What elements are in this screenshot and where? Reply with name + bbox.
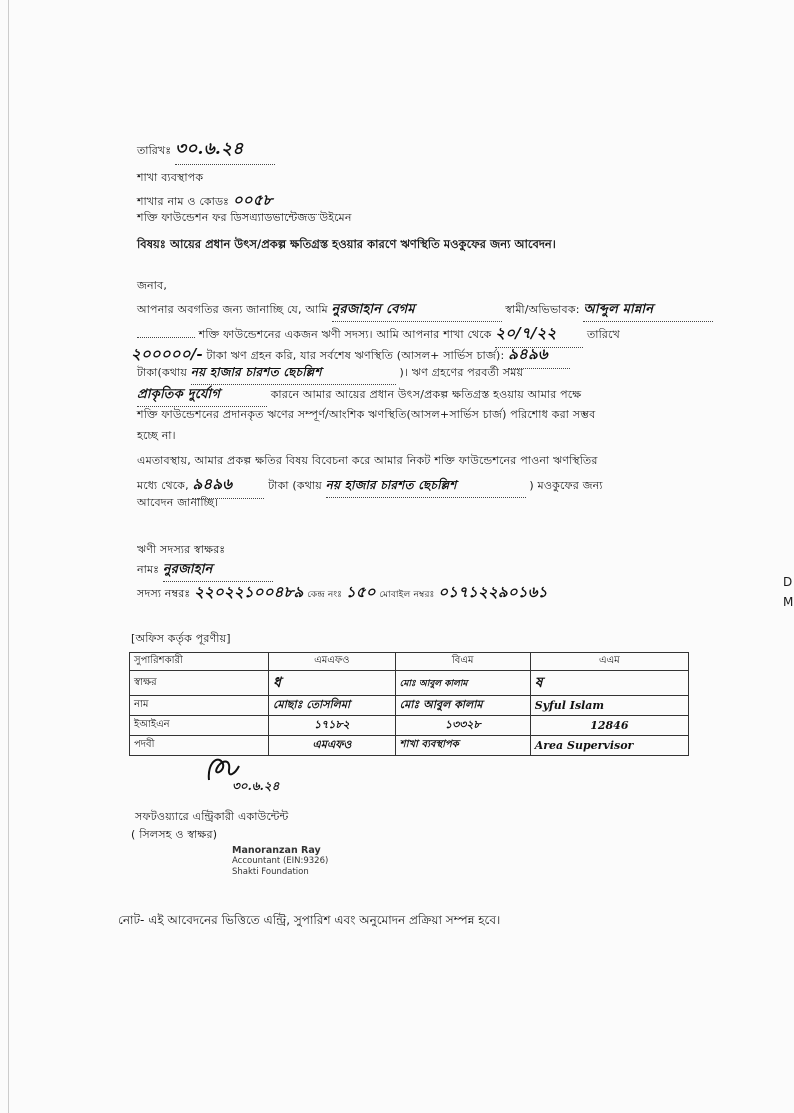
cell-value: ১৭১৮২ [269,716,396,736]
accountant-stamp [232,845,328,878]
mobile-label: মোবাইল নম্বরঃ [379,590,435,600]
row-label: স্বাক্ষর [130,671,269,696]
accountant-title: সফটওয়্যারে এন্ট্রিকারী একাউন্টেন্ট [135,810,289,823]
cell-value: মোছাঃ তোসলিমা [269,696,396,716]
mfo-signature: ধ [269,671,396,696]
edge-letter: M [783,595,794,609]
approval-date: ৩০.৬.২৪ [232,779,280,793]
cell-value: মোঃ আবুল কালাম [395,696,530,716]
guardian-label: স্বামী/অভিভাবক: [505,303,580,316]
balance-words-hw: নয় হাজার চারশত ছেচল্লিশ [191,364,396,385]
org-line: শক্তি ফাউন্ডেশন ফর ডিসএ্যাডভান্টেজড উইমেন [137,211,352,224]
branch-label: শাখার নাম ও কোডঃ [137,195,230,208]
row-label: পদবী [130,736,269,756]
accountant-sub: ( সিলসহ ও স্বাক্ষর) [131,828,218,841]
stamp-name: Manoranzan Ray [232,845,321,856]
table-header-row [130,653,689,671]
table-row [130,696,689,716]
table-header-cell: বিএম [395,653,530,671]
mobile-value: ০১৭১২২৯০১৬১ [438,583,548,601]
note-line: নোট- এই আবেদনের ভিত্তিতে এন্ট্রি, সুপারিশ এবং অনুমোদন প্রক্রিয়া সম্পন্ন হবে। [118,913,501,927]
table-header-cell: এমএফও [269,653,396,671]
para2-line1: এমতাবস্থায়, আমার প্রকল্প ক্ষতির বিষয় বিবেচনা করে আমার নিকট শক্তি ফাউন্ডেশনের পাওনা ঋণস্থিতির [137,454,598,467]
para2-text: মধ্যে থেকে, [137,479,189,492]
cell-value: 12846 [530,716,688,736]
para1-line1 [137,300,713,322]
guardian-hw: আব্দুল মান্নান [583,300,713,322]
member-name-line [137,560,273,582]
name-label: নামঃ [137,563,160,576]
cell-value: শাখা ব্যবস্থাপক [395,736,530,756]
loan-date-hw: ২০/৭/২২ [495,322,583,348]
para1-text: আপনার অবগতির জন্য জানাচ্ছি যে, আমি [137,303,328,316]
member-no-value: ২২০২২১০০৪৮৯ [194,583,304,601]
reason-hw: প্রাকৃতিক দুর্যোগ [137,385,267,407]
para1-text: শক্তি ফাউন্ডেশনের একজন ঋণী সদস্য। আমি আপনার শাখা থেকে [198,328,492,341]
subject-line: বিষয়ঃ আয়ের প্রধান উৎস/প্রকল্প ক্ষতিগ্রস্ত হওয়ার কারণে ঋণস্থিতি মওকুফের জন্য আবেদন। [137,237,556,251]
cell-value: ১৩৩২৮ [395,716,530,736]
member-sig-label: ঋণী সদস্যর স্বাক্ষরঃ [137,543,226,556]
para1-line7: হচ্ছে না। [137,429,176,442]
table-header-cell: এএম [530,653,688,671]
office-label: [অফিস কর্তৃক পূরণীয়] [131,632,231,645]
para2-text: ) মওকুফের জন্য [529,479,603,492]
member-name-value: নুরজাহান [163,560,273,582]
para1-text: তারিখে [586,328,620,341]
recommendation-table [129,652,689,756]
para1-text: কারনে আমার আয়ের প্রধান উৎস/প্রকল্প ক্ষতিগ্রস্ত হওয়ায় আমার পক্ষে [270,388,582,401]
para1-line5 [137,385,581,407]
stamp-role: Accountant (EIN:9326) [232,856,329,866]
table-row [130,671,689,696]
am-signature: ষ [530,671,688,696]
loan-amount-hw: ২০০০০০/- [131,345,203,363]
para2-text: টাকা (কথায় [268,479,322,492]
para2-line3: আবেদন জানাচ্ছি। [137,496,219,509]
cell-value: Syful Islam [530,696,688,716]
center-value: ১৫০ [345,583,376,601]
para1-text: টাকা(কথায় [137,366,188,379]
date-label: তারিখঃ [137,144,172,157]
waiver-amount-hw: ৯৪৯৬ [192,473,264,499]
cell-value: Area Supervisor [530,736,688,756]
member-name-hw: নুরজাহান বেগম [332,300,502,322]
cell-value: এমএফও [269,736,396,756]
table-header-cell: সুপারিশকারী [130,653,269,671]
para1-text: )। ঋণ গ্রহণের পরবর্তী সময় [399,366,524,379]
date-line [137,136,275,165]
branch-value: ০০৫৮ [233,189,323,215]
center-label: কেন্দ্র নংঃ [307,590,343,600]
row-label: ইআইএন [130,716,269,736]
balance-hw: ৯৪৯৬ [508,343,570,369]
date-value: ৩০.৬.২৪ [175,136,275,165]
para1-line4 [137,364,523,385]
bm-stamp: মোঃ আবুল কালাম [395,671,530,696]
salutation: জনাব, [137,279,168,292]
page-edge [0,0,9,1113]
table-row [130,716,689,736]
edge-letter: D [783,575,793,589]
member-numbers-line [137,581,548,606]
para1-text: টাকা ঋণ গ্রহন করি, যার সর্বশেষ ঋণস্থিতি (আসল+ সার্ভিস চার্জ): [206,349,505,362]
stamp-org: Shakti Foundation [232,867,309,877]
branch-manager: শাখা ব্যবস্থাপক [137,171,204,184]
para1-line6: শক্তি ফাউন্ডেশনের প্রদানকৃত ঋণের সম্পূর্ণ/আংশিক ঋণস্থিতি(আসল+সার্ভিস চার্জ) পরিশোধ করা সম্ভব [137,408,596,421]
member-no-label: সদস্য নম্বরঃ [137,587,191,600]
row-label: নাম [130,696,269,716]
blank-dots [137,337,195,338]
waiver-words-hw: নয় হাজার চারশত ছেচল্লিশ [326,477,526,498]
